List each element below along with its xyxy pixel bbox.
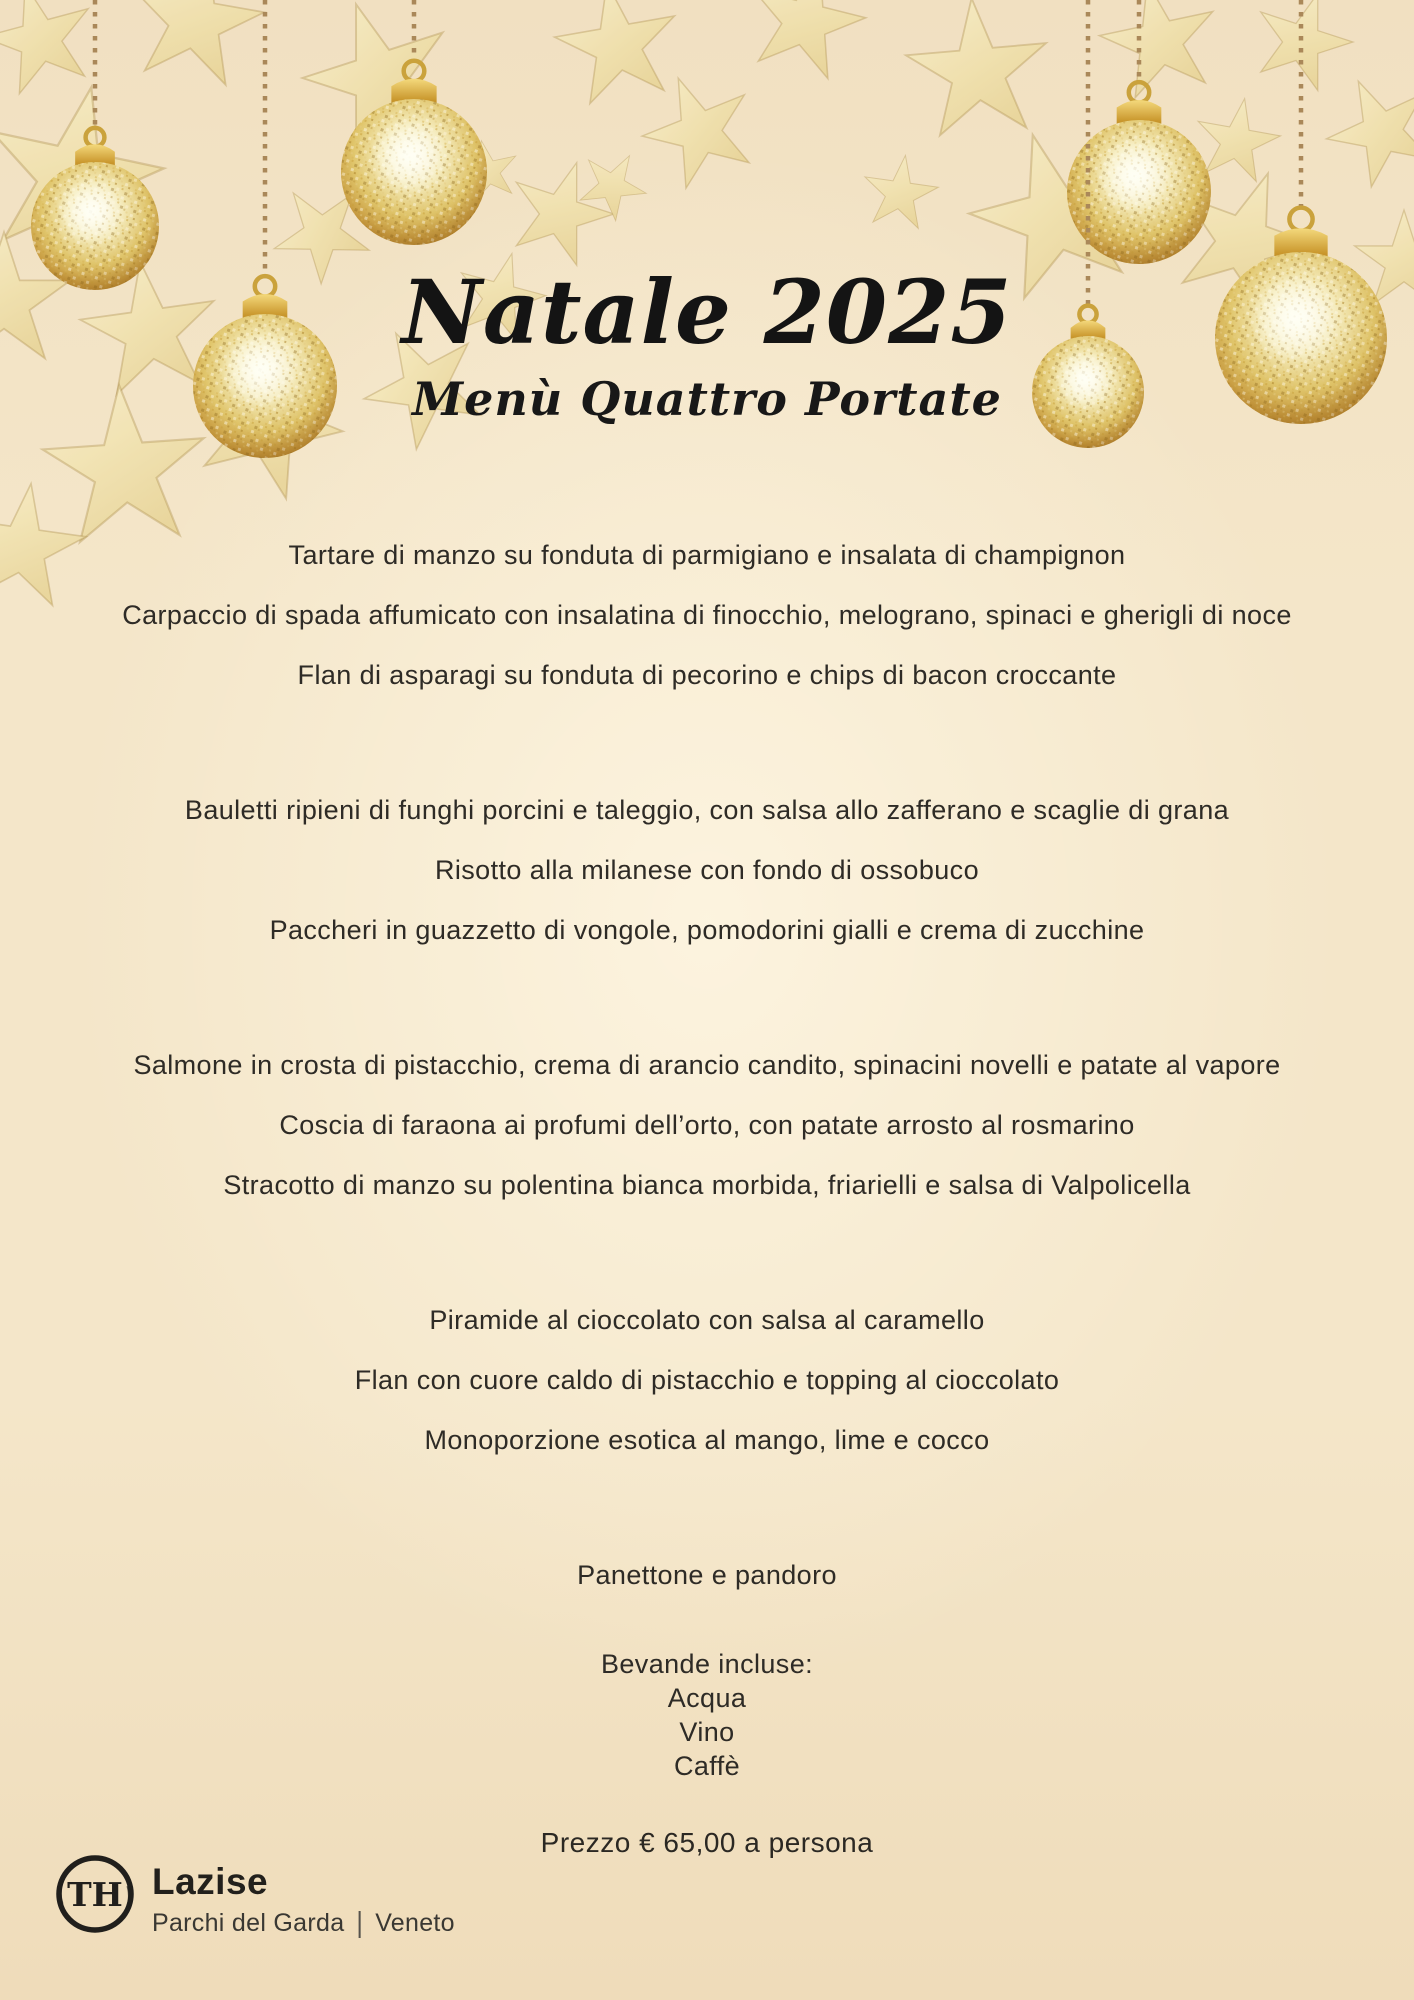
course-panettone <box>0 1545 1414 1605</box>
page-title: Natale 2025 <box>401 260 1013 364</box>
menu-item: Piramide al cioccolato con salsa al caramello <box>429 1304 985 1335</box>
brand-region-left: Parchi del Garda <box>152 1908 345 1937</box>
star-icon <box>1310 59 1414 196</box>
menu-item: Flan con cuore caldo di pistacchio e topping al cioccolato <box>354 1364 1060 1395</box>
menu-item: Risotto alla milanese con fondo di ossobuco <box>434 854 980 885</box>
star-icon <box>737 0 876 84</box>
page-subtitle: Menù Quattro Portate <box>412 372 1002 427</box>
menu-item: Monoporzione esotica al mango, lime e cocco <box>424 1424 990 1455</box>
th-lazise-logo-icon <box>52 1848 138 1940</box>
footer-text <box>152 1848 455 1938</box>
menu-item: Carpaccio di spada affumicato con insalatina di finocchio, melograno, spinaci e gherigli di noce <box>122 599 1292 630</box>
course-antipasti <box>0 525 1414 705</box>
star-icon <box>120 0 273 89</box>
menu-item: Tartare di manzo su fonduta di parmigiano e insalata di champignon <box>288 539 1126 570</box>
ornament-highlight <box>57 179 124 246</box>
beverage-item: Caffè <box>673 1750 741 1781</box>
brand-region-right: Veneto <box>375 1908 455 1937</box>
star-icon <box>901 0 1053 138</box>
star-icon <box>859 150 942 230</box>
menu-item: Stracotto di manzo su polentina bianca morbida, friarielli e salsa di Valpolicella <box>223 1169 1191 1200</box>
star-icon <box>1243 0 1364 96</box>
brand-name: Lazise <box>152 1861 269 1902</box>
menu-item: Salmone in crosta di pistacchio, crema di arancio candito, spinacini novelli e patate al vapore <box>133 1049 1281 1080</box>
footer <box>52 1848 455 1940</box>
ornament-ring <box>1289 208 1312 231</box>
separator-bar: | <box>356 1906 364 1939</box>
logo-monogram: TH <box>67 1875 123 1914</box>
menu-item: Flan di asparagi su fonduta di pecorino e chips di bacon croccante <box>297 659 1117 690</box>
course-secondi <box>0 1035 1414 1215</box>
star-icon <box>498 147 626 272</box>
star-icon <box>547 0 687 108</box>
menu-item: Panettone e pandoro <box>577 1559 837 1590</box>
menu-item: Bauletti ripieni di funghi porcini e taleggio, con salsa allo zafferano e scaglie di grana <box>184 794 1230 825</box>
menu-item: Paccheri in guazzetto di vongole, pomodorini gialli e crema di zucchine <box>269 914 1145 945</box>
menu-item: Coscia di faraona ai profumi dell’orto, con patate arrosto al rosmarino <box>279 1109 1135 1140</box>
star-icon <box>0 0 105 99</box>
price-line: Prezzo € 65,00 a persona <box>540 1827 874 1858</box>
beverages-block <box>0 1647 1414 1783</box>
ornament-highlight <box>1096 139 1171 214</box>
menu-courses <box>0 525 1414 1863</box>
star-icon <box>1091 0 1227 102</box>
ornament-highlight <box>370 118 446 194</box>
course-dolci <box>0 1290 1414 1470</box>
beverages-label: Bevande incluse: <box>600 1648 814 1679</box>
menu-header <box>0 260 1414 427</box>
beverage-item: Vino <box>679 1716 735 1747</box>
beverage-item: Acqua <box>667 1682 747 1713</box>
course-primi <box>0 780 1414 960</box>
brand-subtitle <box>152 1906 455 1939</box>
